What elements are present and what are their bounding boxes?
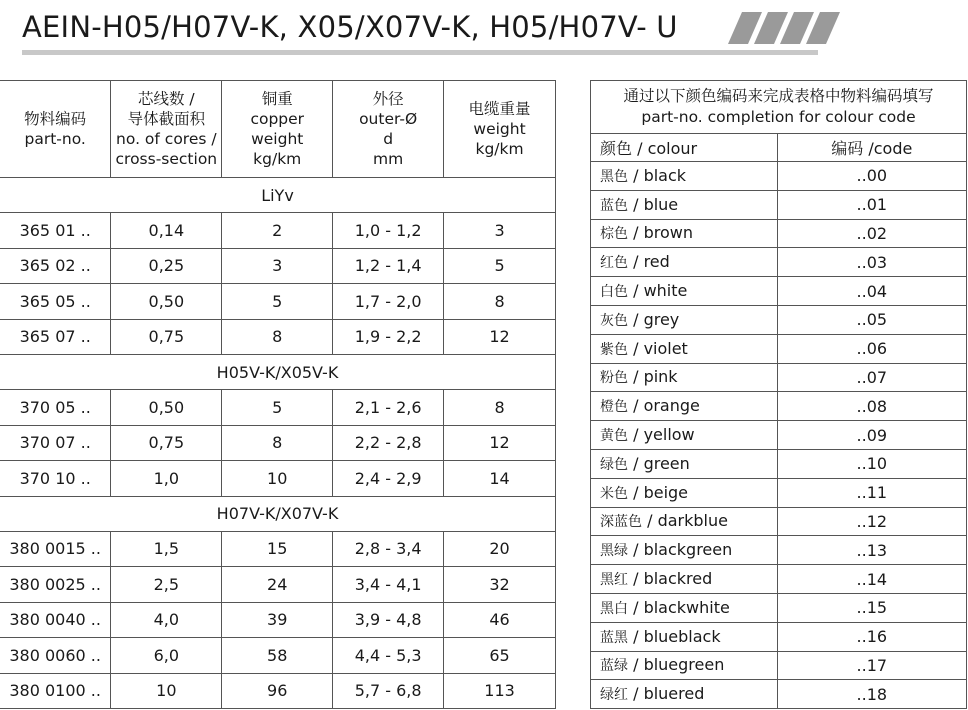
- colour-row: [591, 593, 967, 622]
- cross-section-cell: 2,5: [111, 567, 222, 603]
- copper-weight-cell: 96: [222, 673, 333, 709]
- colour-code-cell: ..09: [777, 421, 966, 450]
- colour-name-cell: 绿色 / green: [591, 449, 778, 478]
- colour-code-cell: ..01: [777, 190, 966, 219]
- colour-row: [591, 248, 967, 277]
- colour-code-cell: ..17: [777, 651, 966, 680]
- colour-row: [591, 536, 967, 565]
- cable-weight-cell: 3: [444, 213, 556, 249]
- colour-name-cell: 黑色 / black: [591, 162, 778, 191]
- cross-section-cell: 1,0: [111, 461, 222, 497]
- part-no-cell: 365 01 ..: [0, 213, 111, 249]
- table-row: [0, 390, 556, 426]
- colour-code-cell: ..18: [777, 680, 966, 709]
- colour-name-cell: 黄色 / yellow: [591, 421, 778, 450]
- group-name: LiYv: [0, 178, 556, 213]
- outer-diameter-cell: 2,4 - 2,9: [333, 461, 444, 497]
- colour-code-table: [590, 80, 967, 709]
- colour-row: [591, 421, 967, 450]
- colour-name-en: violet: [643, 338, 688, 358]
- colour-name-zh: 棕色: [600, 226, 628, 243]
- table-row: [0, 638, 556, 674]
- colour-code-cell: ..12: [777, 507, 966, 536]
- table-row: [0, 284, 556, 320]
- cross-section-cell: 0,25: [111, 248, 222, 284]
- colour-code-cell: ..11: [777, 478, 966, 507]
- cable-weight-cell: 8: [444, 284, 556, 320]
- colour-code-cell: ..15: [777, 593, 966, 622]
- cross-section-cell: 1,5: [111, 531, 222, 567]
- colour-name-cell: 黑绿 / blackgreen: [591, 536, 778, 565]
- header-code: 编码 /code: [777, 134, 966, 162]
- group-name: H07V-K/X07V-K: [0, 496, 556, 531]
- colour-name-en: black: [643, 165, 687, 185]
- page-title: AEIN-H05/H07V-K, X05/X07V-K, H05/H07V- U: [22, 10, 678, 44]
- colour-code-cell: ..08: [777, 392, 966, 421]
- colour-name-cell: 蓝色 / blue: [591, 190, 778, 219]
- colour-row: [591, 680, 967, 709]
- header-colour: 颜色 / colour: [591, 134, 778, 162]
- colour-name-zh: 黄色: [600, 428, 628, 445]
- colour-name-en: green: [643, 453, 690, 473]
- colour-name-zh: 蓝色: [600, 197, 628, 214]
- part-no-cell: 370 07 ..: [0, 425, 111, 461]
- cross-section-cell: 10: [111, 673, 222, 709]
- header-cable-weight: 电缆重量 weight kg/km: [444, 81, 556, 178]
- colour-name-cell: 蓝绿 / bluegreen: [591, 651, 778, 680]
- outer-diameter-cell: 2,2 - 2,8: [333, 425, 444, 461]
- table-row: [0, 673, 556, 709]
- outer-diameter-cell: 1,9 - 2,2: [333, 319, 444, 355]
- colour-name-cell: 黑红 / blackred: [591, 565, 778, 594]
- cable-weight-cell: 65: [444, 638, 556, 674]
- colour-row: [591, 478, 967, 507]
- group-name: H05V-K/X05V-K: [0, 355, 556, 390]
- colour-row: [591, 162, 967, 191]
- decorative-stripes: [728, 12, 840, 44]
- outer-diameter-cell: 2,1 - 2,6: [333, 390, 444, 426]
- colour-name-zh: 蓝绿: [600, 658, 628, 675]
- table-row: [0, 602, 556, 638]
- colour-code-cell: ..13: [777, 536, 966, 565]
- colour-code-cell: ..03: [777, 248, 966, 277]
- colour-name-zh: 绿红: [600, 687, 628, 704]
- colour-code-cell: ..04: [777, 277, 966, 306]
- header-copper-weight: 铜重 copper weight kg/km: [222, 81, 333, 178]
- colour-name-en: red: [643, 252, 670, 272]
- colour-name-cell: 红色 / red: [591, 248, 778, 277]
- cable-weight-cell: 5: [444, 248, 556, 284]
- colour-name-cell: 紫色 / violet: [591, 334, 778, 363]
- colour-name-en: bluered: [643, 684, 705, 704]
- copper-weight-cell: 8: [222, 319, 333, 355]
- colour-code-cell: ..10: [777, 449, 966, 478]
- colour-name-cell: 灰色 / grey: [591, 305, 778, 334]
- group-row: [0, 496, 556, 531]
- colour-row: [591, 449, 967, 478]
- part-no-cell: 365 07 ..: [0, 319, 111, 355]
- copper-weight-cell: 2: [222, 213, 333, 249]
- table-row: [0, 248, 556, 284]
- cable-weight-cell: 46: [444, 602, 556, 638]
- table-row: [0, 213, 556, 249]
- header-part-no: 物料编码 part-no.: [0, 81, 111, 178]
- copper-weight-cell: 5: [222, 284, 333, 320]
- cable-spec-table: [0, 80, 556, 709]
- colour-row: [591, 277, 967, 306]
- colour-name-zh: 绿色: [600, 456, 628, 473]
- cable-weight-cell: 32: [444, 567, 556, 603]
- colour-name-en: yellow: [643, 425, 695, 445]
- colour-code-cell: ..07: [777, 363, 966, 392]
- colour-name-en: blue: [643, 194, 679, 214]
- copper-weight-cell: 15: [222, 531, 333, 567]
- colour-name-zh: 粉色: [600, 370, 628, 387]
- colour-name-zh: 黑色: [600, 168, 628, 185]
- colour-name-en: brown: [643, 223, 693, 243]
- part-no-cell: 380 0100 ..: [0, 673, 111, 709]
- colour-name-en: bluegreen: [643, 655, 725, 675]
- table-row: [0, 425, 556, 461]
- colour-row: [591, 334, 967, 363]
- cable-weight-cell: 14: [444, 461, 556, 497]
- part-no-cell: 380 0060 ..: [0, 638, 111, 674]
- outer-diameter-cell: 3,9 - 4,8: [333, 602, 444, 638]
- table-row: [0, 531, 556, 567]
- colour-code-cell: ..05: [777, 305, 966, 334]
- colour-name-en: pink: [643, 367, 678, 387]
- colour-code-cell: ..16: [777, 622, 966, 651]
- colour-name-zh: 紫色: [600, 341, 628, 358]
- colour-name-zh: 黑红: [600, 572, 628, 589]
- outer-diameter-cell: 1,7 - 2,0: [333, 284, 444, 320]
- part-no-cell: 380 0025 ..: [0, 567, 111, 603]
- copper-weight-cell: 8: [222, 425, 333, 461]
- cable-weight-cell: 12: [444, 319, 556, 355]
- cross-section-cell: 4,0: [111, 602, 222, 638]
- header-cores-section: 芯线数 / 导体截面积 no. of cores / cross-section: [111, 81, 222, 178]
- outer-diameter-cell: 1,0 - 1,2: [333, 213, 444, 249]
- colour-code-cell: ..06: [777, 334, 966, 363]
- colour-name-en: white: [643, 281, 688, 301]
- colour-row: [591, 651, 967, 680]
- outer-diameter-cell: 5,7 - 6,8: [333, 673, 444, 709]
- title-underline: [22, 50, 818, 55]
- copper-weight-cell: 58: [222, 638, 333, 674]
- colour-name-cell: 橙色 / orange: [591, 392, 778, 421]
- copper-weight-cell: 24: [222, 567, 333, 603]
- cross-section-cell: 0,75: [111, 319, 222, 355]
- outer-diameter-cell: 2,8 - 3,4: [333, 531, 444, 567]
- header-outer-diameter: 外径 outer-Ø d mm: [333, 81, 444, 178]
- colour-code-cell: ..00: [777, 162, 966, 191]
- table-row: [0, 567, 556, 603]
- part-no-cell: 365 02 ..: [0, 248, 111, 284]
- colour-name-cell: 米色 / beige: [591, 478, 778, 507]
- colour-table-title: 通过以下颜色编码来完成表格中物料编码填写 part-no. completion for colour code: [591, 81, 967, 134]
- outer-diameter-cell: 3,4 - 4,1: [333, 567, 444, 603]
- colour-row: [591, 565, 967, 594]
- colour-name-cell: 白色 / white: [591, 277, 778, 306]
- colour-row: [591, 622, 967, 651]
- colour-name-en: grey: [643, 309, 680, 329]
- part-no-cell: 365 05 ..: [0, 284, 111, 320]
- colour-name-en: blueblack: [643, 626, 721, 646]
- outer-diameter-cell: 1,2 - 1,4: [333, 248, 444, 284]
- cross-section-cell: 0,50: [111, 390, 222, 426]
- colour-name-en: orange: [643, 396, 700, 416]
- colour-name-zh: 黑白: [600, 600, 628, 617]
- part-no-cell: 370 05 ..: [0, 390, 111, 426]
- copper-weight-cell: 10: [222, 461, 333, 497]
- colour-name-zh: 蓝黑: [600, 629, 628, 646]
- colour-name-zh: 红色: [600, 255, 628, 272]
- colour-code-cell: ..14: [777, 565, 966, 594]
- part-no-cell: 380 0040 ..: [0, 602, 111, 638]
- colour-code-cell: ..02: [777, 219, 966, 248]
- colour-name-en: beige: [643, 482, 689, 502]
- colour-name-zh: 米色: [600, 485, 628, 502]
- outer-diameter-cell: 4,4 - 5,3: [333, 638, 444, 674]
- group-row: [0, 178, 556, 213]
- cable-weight-cell: 20: [444, 531, 556, 567]
- cable-weight-cell: 113: [444, 673, 556, 709]
- colour-row: [591, 190, 967, 219]
- colour-row: [591, 392, 967, 421]
- table-row: [0, 461, 556, 497]
- cross-section-cell: 6,0: [111, 638, 222, 674]
- colour-name-en: blackred: [643, 569, 713, 589]
- part-no-cell: 370 10 ..: [0, 461, 111, 497]
- table-row: [0, 319, 556, 355]
- copper-weight-cell: 39: [222, 602, 333, 638]
- colour-row: [591, 363, 967, 392]
- colour-name-en: blackgreen: [643, 540, 733, 560]
- colour-name-cell: 棕色 / brown: [591, 219, 778, 248]
- copper-weight-cell: 5: [222, 390, 333, 426]
- group-row: [0, 355, 556, 390]
- colour-row: [591, 305, 967, 334]
- colour-row: [591, 219, 967, 248]
- colour-name-zh: 橙色: [600, 399, 628, 416]
- copper-weight-cell: 3: [222, 248, 333, 284]
- cable-weight-cell: 8: [444, 390, 556, 426]
- cable-table-header: [0, 81, 556, 178]
- cross-section-cell: 0,75: [111, 425, 222, 461]
- colour-name-cell: 黑白 / blackwhite: [591, 593, 778, 622]
- part-no-cell: 380 0015 ..: [0, 531, 111, 567]
- colour-name-en: blackwhite: [643, 597, 730, 617]
- colour-row: [591, 507, 967, 536]
- colour-name-zh: 深蓝色: [600, 514, 642, 531]
- cable-weight-cell: 12: [444, 425, 556, 461]
- colour-name-cell: 绿红 / bluered: [591, 680, 778, 709]
- colour-name-cell: 蓝黑 / blueblack: [591, 622, 778, 651]
- colour-name-zh: 灰色: [600, 312, 628, 329]
- colour-name-zh: 白色: [600, 284, 628, 301]
- cross-section-cell: 0,14: [111, 213, 222, 249]
- colour-name-cell: 深蓝色 / darkblue: [591, 507, 778, 536]
- colour-name-cell: 粉色 / pink: [591, 363, 778, 392]
- colour-name-en: darkblue: [657, 511, 728, 531]
- cross-section-cell: 0,50: [111, 284, 222, 320]
- colour-name-zh: 黑绿: [600, 543, 628, 560]
